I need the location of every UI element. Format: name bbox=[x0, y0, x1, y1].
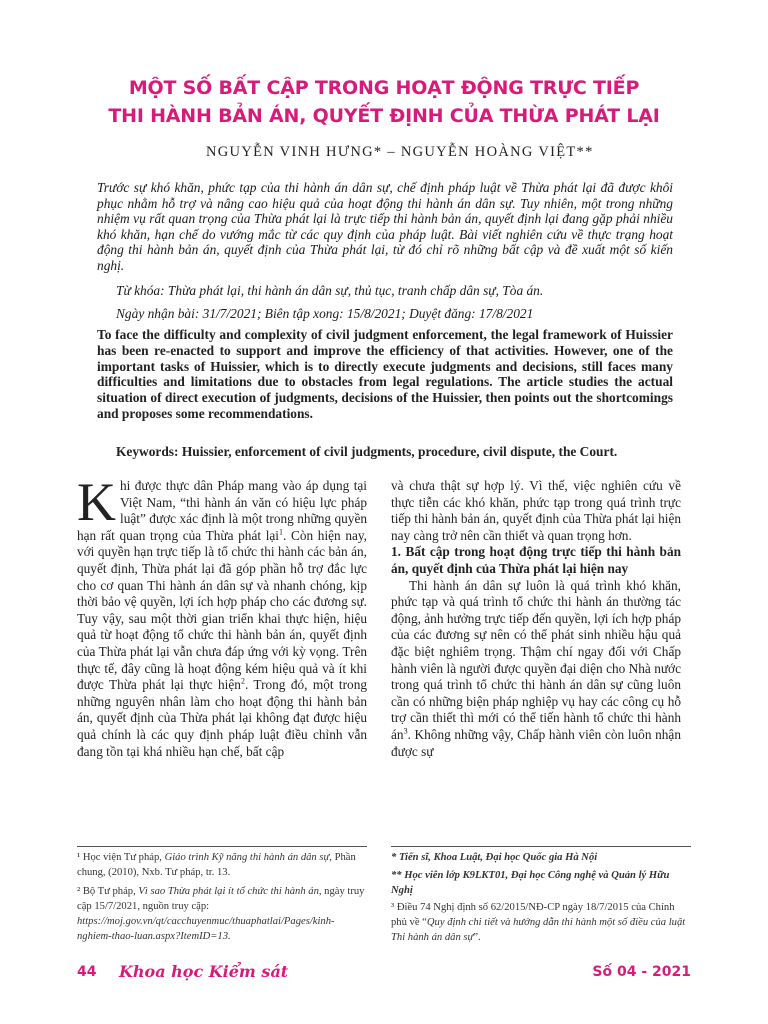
footnote-ref-1[interactable]: 1 bbox=[279, 527, 283, 537]
body-text: . Còn hiện nay, với quyền hạn trực tiếp là tổ chức thi hành các bản án, quyết định, Thừa phát lại đã góp phần hỗ trợ đắc lực cho cơ quan Thi hành án dân sự và nhanh chóng, kịp thời bảo vệ quyền, lợi ích hợp pháp cho các đương sự. Tuy vậy, sau một thời gian triển khai thực hiện, hiệu quả từ hoạt động tổ chức thi hành bản án, quyết định của Thừa phát lại vẫn chưa đáp ứng với kỳ vọng. Trên thực tế, đây cũng là hoạt động kém hiệu quả và ít khi được Thừa phát lại thực hiện bbox=[77, 527, 368, 693]
page-number: 44 bbox=[77, 964, 97, 980]
article-title bbox=[60, 74, 708, 130]
abstract-english: To face the difficulty and complexity of civil judgment enforcement, the legal framework of Huissier has been re-enacted to support and improve the efficiency of that activities. However, one of the important tasks of Huissier, which is to directly execute judgments and decisions, still faces many difficulties and limitations due to obstacles from legal regulations. The article studies the actual situation of direct execution of judgments, decisions of the Huissier, then points out the shortcomings and proposes some recommendations. bbox=[97, 327, 673, 421]
body-column-right bbox=[391, 478, 681, 760]
footnote-3: ³ Điều 74 Nghị định số 62/2015/NĐ-CP ngày 18/7/2015 của Chính phủ về “Quy định chi tiết và hướng dẫn thi hành một số điều của luật Thi hành án dân sự”. bbox=[391, 902, 686, 943]
article-title-line-2: THI HÀNH BẢN ÁN, QUYẾT ĐỊNH CỦA THỪA PHÁT LẠI bbox=[108, 105, 660, 127]
journal-name: Khoa học Kiểm sát bbox=[119, 962, 289, 981]
body-paragraph bbox=[77, 472, 368, 760]
section-heading: 1. Bất cập trong hoạt động trực tiếp thi hành bản án, quyết định của Thừa phát lại hiện nay bbox=[391, 544, 681, 576]
body-text: . Trong đó, một trong những nguyên nhân làm cho hoạt động thi hành bản án, quyết định của Thừa phát lại không đạt được hiệu quả chính là các quy định pháp luật điều chỉnh vẫn đang tồn tại khá nhiều hạn chế, bất cập bbox=[77, 677, 367, 759]
body-paragraph bbox=[391, 578, 681, 761]
body-text: Thi hành án dân sự luôn là quá trình khó khăn, phức tạp và quá trình tổ chức thi hành án thường tác động, ảnh hưởng trực tiếp đến quyền, lợi ích hợp pháp của các đương sự nên có thể phát sinh nhiều hậu quả đặc biệt nghiêm trọng. Thậm chí ngay đối với Chấp hành viên là người được quyền đại diện cho Nhà nước trong quá trình tổ chức thi hành án dân sự cũng luôn cần có những biện pháp nghiệp vụ hay các công cụ hỗ trợ cần thiết thì mới có thể tiến hành tổ chức thi hành án bbox=[391, 577, 681, 742]
keywords-vietnamese: Từ khóa: Thừa phát lại, thi hành án dân sự, thủ tục, tranh chấp dân sự, Tòa án. bbox=[116, 283, 544, 298]
author-note-1: * Tiến sĩ, Khoa Luật, Đại học Quốc gia Hà Nội bbox=[391, 852, 598, 863]
author-note-2: ** Học viên lớp K9LKT01, Đại học Công nghệ và Quản lý Hữu Nghị bbox=[391, 870, 670, 896]
abstract-vietnamese: Trước sự khó khăn, phức tạp của thi hành án dân sự, chế định pháp luật về Thừa phát lại đã được khôi phục nhằm hỗ trợ và nâng cao hiệu quả của hoạt động thi hành án dân sự. Tuy nhiên, một trong những nhiệm vụ rất quan trọng của Thừa phát lại là trực tiếp thi hành bản án, quyết định lại đang gặp phải nhiều khó khăn, hạn chế do vướng mắc từ các quy định của pháp luật. Bài viết nghiên cứu về thực trạng hoạt động thi hành bản án, quyết định của Thừa phát lại, từ đó chỉ rõ những bất cập và đề xuất một số kiến nghị. bbox=[97, 180, 673, 273]
footnote-2: ² Bộ Tư pháp, Vì sao Thừa phát lại ít tổ chức thi hành án, ngày truy cập 15/7/2021, nguồn truy cập: https://moj.gov.vn/qt/cacchuyenmuc/thuaphatlai/Pages/kinh-nghiem-thao-luan.aspx?ItemID=13. bbox=[77, 886, 365, 942]
footnote-ref-2[interactable]: 2 bbox=[240, 676, 245, 686]
body-column-left bbox=[77, 472, 368, 760]
submission-dates: Ngày nhận bài: 31/7/2021; Biên tập xong: 15/8/2021; Duyệt đăng: 17/8/2021 bbox=[116, 306, 534, 321]
body-paragraph: và chưa thật sự hợp lý. Vì thế, việc nghiên cứu về thực tiễn các khó khăn, phức tạp trong quá trình trực tiếp thi hành bản án, quyết định của Thừa phát lại hiện nay càng trở nên cần thiết và quan trọng hơn. bbox=[391, 478, 681, 543]
drop-cap: K bbox=[77, 472, 116, 532]
author-byline: NGUYỄN VINH HƯNG* – NGUYỄN HOÀNG VIỆT** bbox=[206, 144, 594, 160]
article-title-line-1: MỘT SỐ BẤT CẬP TRONG HOẠT ĐỘNG TRỰC TIẾP bbox=[128, 77, 640, 99]
footnote-divider-right bbox=[391, 846, 691, 847]
body-text: . Không những vậy, Chấp hành viên còn luôn nhận được sự bbox=[391, 726, 681, 759]
issue-number: Số 04 - 2021 bbox=[592, 964, 691, 980]
page-footer bbox=[77, 962, 691, 988]
body-text: hi được thực dân Pháp mang vào áp dụng tại Việt Nam, “thi hành án văn có hiệu lực pháp luật” được xác định là một trong những quyền hạn rất quan trọng của Thừa phát lại bbox=[77, 478, 367, 543]
footnote-divider-left bbox=[77, 846, 367, 847]
footnote-2-link[interactable]: https://moj.gov.vn/qt/cacchuyenmuc/thuaphatlai/Pages/kinh-nghiem-thao-luan.aspx?ItemID=13. bbox=[77, 916, 335, 942]
footnote-1: ¹ Học viện Tư pháp, Giáo trình Kỹ năng thi hành án dân sự, Phần chung, (2010), Nxb. Tư pháp, tr. 13. bbox=[77, 852, 356, 878]
footnote-ref-3[interactable]: 3 bbox=[403, 726, 408, 736]
keywords-english: Keywords: Huissier, enforcement of civil judgments, procedure, civil dispute, the Court. bbox=[116, 444, 618, 459]
